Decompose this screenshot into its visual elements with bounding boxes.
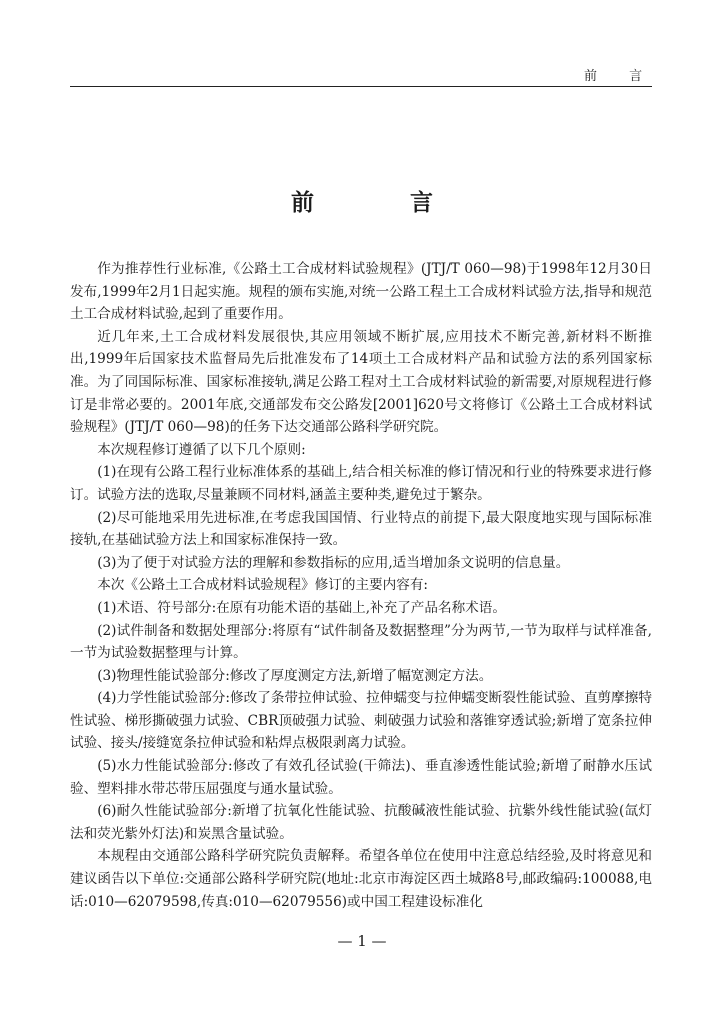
page-title: 前 言 (290, 189, 477, 216)
paragraph: (5)水力性能试验部分:修改了有效孔径试验(干筛法)、垂直渗透性能试验;新增了耐静水压试验、塑料排水带芯带压屈强度与通水量试验。 (70, 758, 652, 797)
paragraph: (1)术语、符号部分:在原有功能术语的基础上,补充了产品名称术语。 (97, 599, 506, 616)
paragraph: (1)在现有公路工程行业标准体系的基础上,结合相关标准的修订情况和行业的特殊要求进行修订。试验方法的选取,尽量兼顾不同材料,涵盖主要种类,避免过于繁杂。 (70, 464, 652, 503)
paragraph: (3)物理性能试验部分:修改了厚度测定方法,新增了幅宽测定方法。 (97, 667, 493, 684)
running-header: 前 言 (584, 69, 657, 84)
paragraph: (6)耐久性能试验部分:新增了抗氧化性能试验、抗酸碱液性能试验、抗紫外线性能试验(氙灯法和荧光紫外灯法)和炭黑含量试验。 (70, 803, 652, 842)
paragraph: (2)试件制备和数据处理部分:将原有“试件制备及数据整理”分为两节,一节为取样与试样准备,一节为试验数据整理与计算。 (70, 622, 652, 662)
paragraph: 本规程由交通部公路科学研究院负责解释。希望各单位在使用中注意总结经验,及时将意见和建议函告以下单位:交通部公路科学研究院(地址:北京市海淀区西土城路8号,邮政编码:100088,电话:010—62079598,传真:010—62079556)或中国工程建设标准化 (70, 848, 652, 910)
page-number: — 1 — (337, 932, 387, 950)
header-rule (70, 86, 652, 87)
paragraph: 本次规程修订遵循了以下几个原则: (97, 441, 306, 458)
paragraph: 近几年来,土工合成材料发展很快,其应用领域不断扩展,应用技术不断完善,新材料不断推出,1999年后国家技术监督局先后批准发布了14项土工合成材料产品和试验方法的系列国家标准。为了同国际标准、国家标准接轨,满足公路工程对土工合成材料试验的新需要,对原规程进行修订是非常必要的。2001年底,交通部发布交公路发[2001]620号文将修订《公路土工合成材料试验规程》(JTJ/T 060—98)的任务下达交通部公路科学研究院。 (70, 328, 652, 436)
paragraph: (4)力学性能试验部分:修改了条带拉伸试验、拉伸蠕变与拉伸蠕变断裂性能试验、直剪摩擦特性试验、梯形撕破强力试验、CBR顶破强力试验、刺破强力试验和落锥穿透试验;新增了宽条拉伸试验、接头/接缝宽条拉伸试验和粘焊点极限剥离力试验。 (70, 690, 652, 752)
body-text (70, 258, 652, 913)
paragraph: 本次《公路土工合成材料试验规程》修订的主要内容有: (97, 577, 429, 594)
paragraph: (3)为了便于对试验方法的理解和参数指标的应用,适当增加条文说明的信息量。 (97, 554, 570, 571)
paragraph: 作为推荐性行业标准,《公路土工合成材料试验规程》(JTJ/T 060—98)于1998年12月30日发布,1999年2月1日起实施。规程的颁布实施,对统一公路工程土工合成材料试验方法,指导和规范土工合成材料试验,起到了重要作用。 (70, 261, 652, 323)
paragraph: (2)尽可能地采用先进标准,在考虑我国国情、行业特点的前提下,最大限度地实现与国际标准接轨,在基础试验方法上和国家标准保持一致。 (70, 509, 652, 549)
